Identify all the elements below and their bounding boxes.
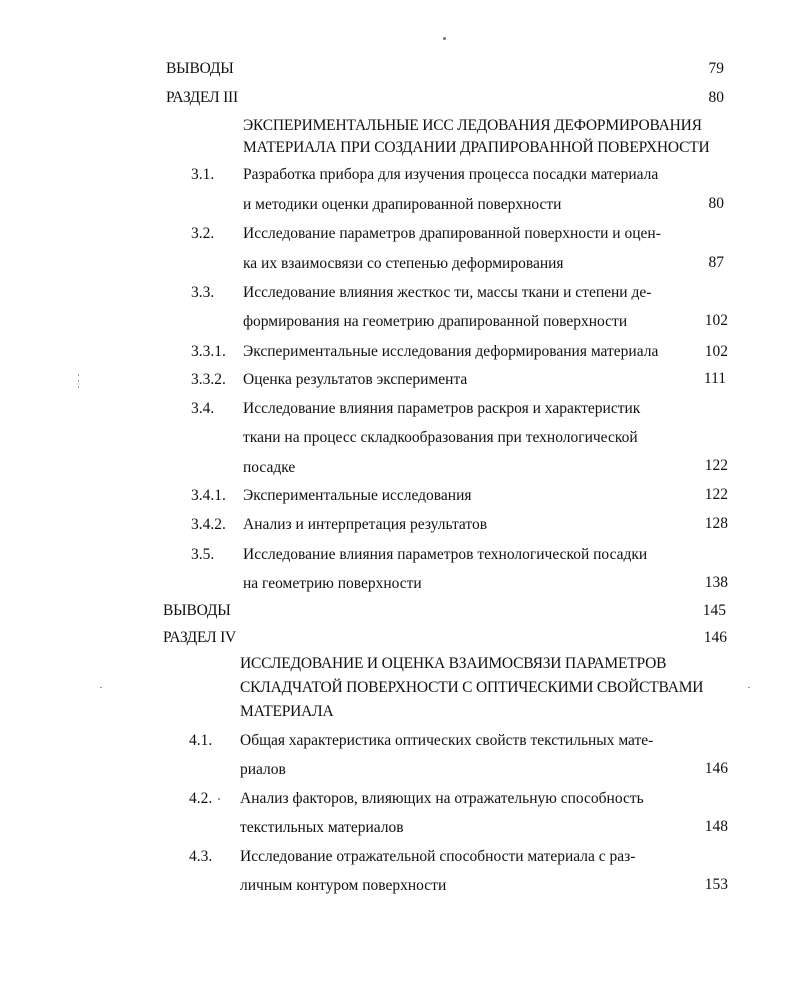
toc-heading: ВЫВОДЫ <box>166 60 234 77</box>
toc-number: 3.2. <box>191 225 215 242</box>
toc-text-line: риалов <box>240 761 286 778</box>
toc-text-line: Оценка результатов эксперимента <box>243 371 468 388</box>
toc-text-line: ка их взаимосвязи со степенью деформирования <box>243 255 564 272</box>
page-number: 80 <box>708 89 724 106</box>
toc-heading: РАЗДЕЛ III <box>166 89 238 106</box>
toc-number: 4.1. <box>189 732 213 749</box>
page-number: 138 <box>704 574 728 591</box>
toc-text-line: Анализ и интерпретация результатов <box>243 516 488 533</box>
toc-text-line: Экспериментальные исследования <box>243 487 472 504</box>
page-number: 145 <box>702 602 726 619</box>
toc-heading: ВЫВОДЫ <box>163 602 231 619</box>
scan-speck <box>443 37 446 40</box>
page-number: 102 <box>704 343 728 360</box>
toc-text-line: текстильных материалов <box>240 819 404 836</box>
toc-text-line: Исследование отражательной способности материала с раз- <box>240 848 636 865</box>
toc-text-line: посадке <box>243 459 296 476</box>
section-title-line: МАТЕРИАЛА <box>240 703 334 720</box>
page-number: 153 <box>704 876 728 893</box>
toc-number: 4.2. <box>189 790 213 807</box>
toc-text-line: и методики оценки драпированной поверхности <box>243 196 562 213</box>
toc-number: 3.3.1. <box>191 343 226 360</box>
scan-speck <box>78 374 79 376</box>
scan-speck <box>218 798 220 800</box>
toc-number: 3.4. <box>191 400 215 417</box>
toc-text-line: на геометрию поверхности <box>243 575 422 592</box>
toc-number: 3.3.2. <box>191 371 226 388</box>
page-number: 122 <box>704 457 728 474</box>
toc-text-line: Разработка прибора для изучения процесса посадки материала <box>243 166 659 183</box>
toc-text-line: личным контуром поверхности <box>240 877 447 894</box>
page-number: 148 <box>704 818 728 835</box>
toc-text-line: формирования на геометрию драпированной поверхности <box>243 313 628 330</box>
scan-speck <box>78 380 79 382</box>
page-number: 80 <box>708 195 724 212</box>
toc-text-line: Исследование влияния параметров технологической посадки <box>243 546 648 563</box>
section-title-line: ИССЛЕДОВАНИЕ И ОЦЕНКА ВЗАИМОСВЯЗИ ПАРАМЕТРОВ <box>240 655 667 672</box>
page-number: 146 <box>703 629 727 646</box>
toc-heading: РАЗДЕЛ IV <box>163 629 237 646</box>
section-title-line: МАТЕРИАЛА ПРИ СОЗДАНИИ ДРАПИРОВАННОЙ ПОВЕРХНОСТИ <box>243 139 710 156</box>
toc-number: 3.1. <box>191 166 215 183</box>
scan-speck <box>748 687 750 688</box>
section-title-line: ЭКСПЕРИМЕНТАЛЬНЫЕ ИСС ЛЕДОВАНИЯ ДЕФОРМИРОВАНИЯ <box>243 117 702 134</box>
page-number: 128 <box>704 515 728 532</box>
toc-text-line: Исследование параметров драпированной поверхности и оцен- <box>243 225 661 242</box>
page-number: 79 <box>708 60 724 77</box>
toc-text-line: Анализ факторов, влияющих на отражательную способность <box>240 790 644 807</box>
page-number: 111 <box>703 370 726 387</box>
toc-number: 3.4.2. <box>191 516 226 533</box>
toc-number: 3.5. <box>191 546 215 563</box>
toc-text-line: Исследование влияния жесткос ти, массы ткани и степени де- <box>243 284 652 301</box>
scan-speck <box>100 687 102 688</box>
page-number: 122 <box>704 486 728 503</box>
toc-text-line: Экспериментальные исследования деформирования материала <box>243 343 659 360</box>
page-number: 146 <box>704 760 728 777</box>
toc-number: 3.3. <box>191 284 215 301</box>
toc-number: 4.3. <box>189 848 213 865</box>
toc-number: 3.4.1. <box>191 487 226 504</box>
page-number: 87 <box>708 254 724 271</box>
toc-text-line: ткани на процесс складкообразования при технологической <box>243 429 638 446</box>
toc-text-line: Исследование влияния параметров раскроя и характеристик <box>243 400 641 417</box>
section-title-line: СКЛАДЧАТОЙ ПОВЕРХНОСТИ С ОПТИЧЕСКИМИ СВОЙСТВАМИ <box>240 679 704 696</box>
scan-speck <box>78 386 79 388</box>
page-number: 102 <box>704 312 728 329</box>
toc-text-line: Общая характеристика оптических свойств текстильных мате- <box>240 732 654 749</box>
